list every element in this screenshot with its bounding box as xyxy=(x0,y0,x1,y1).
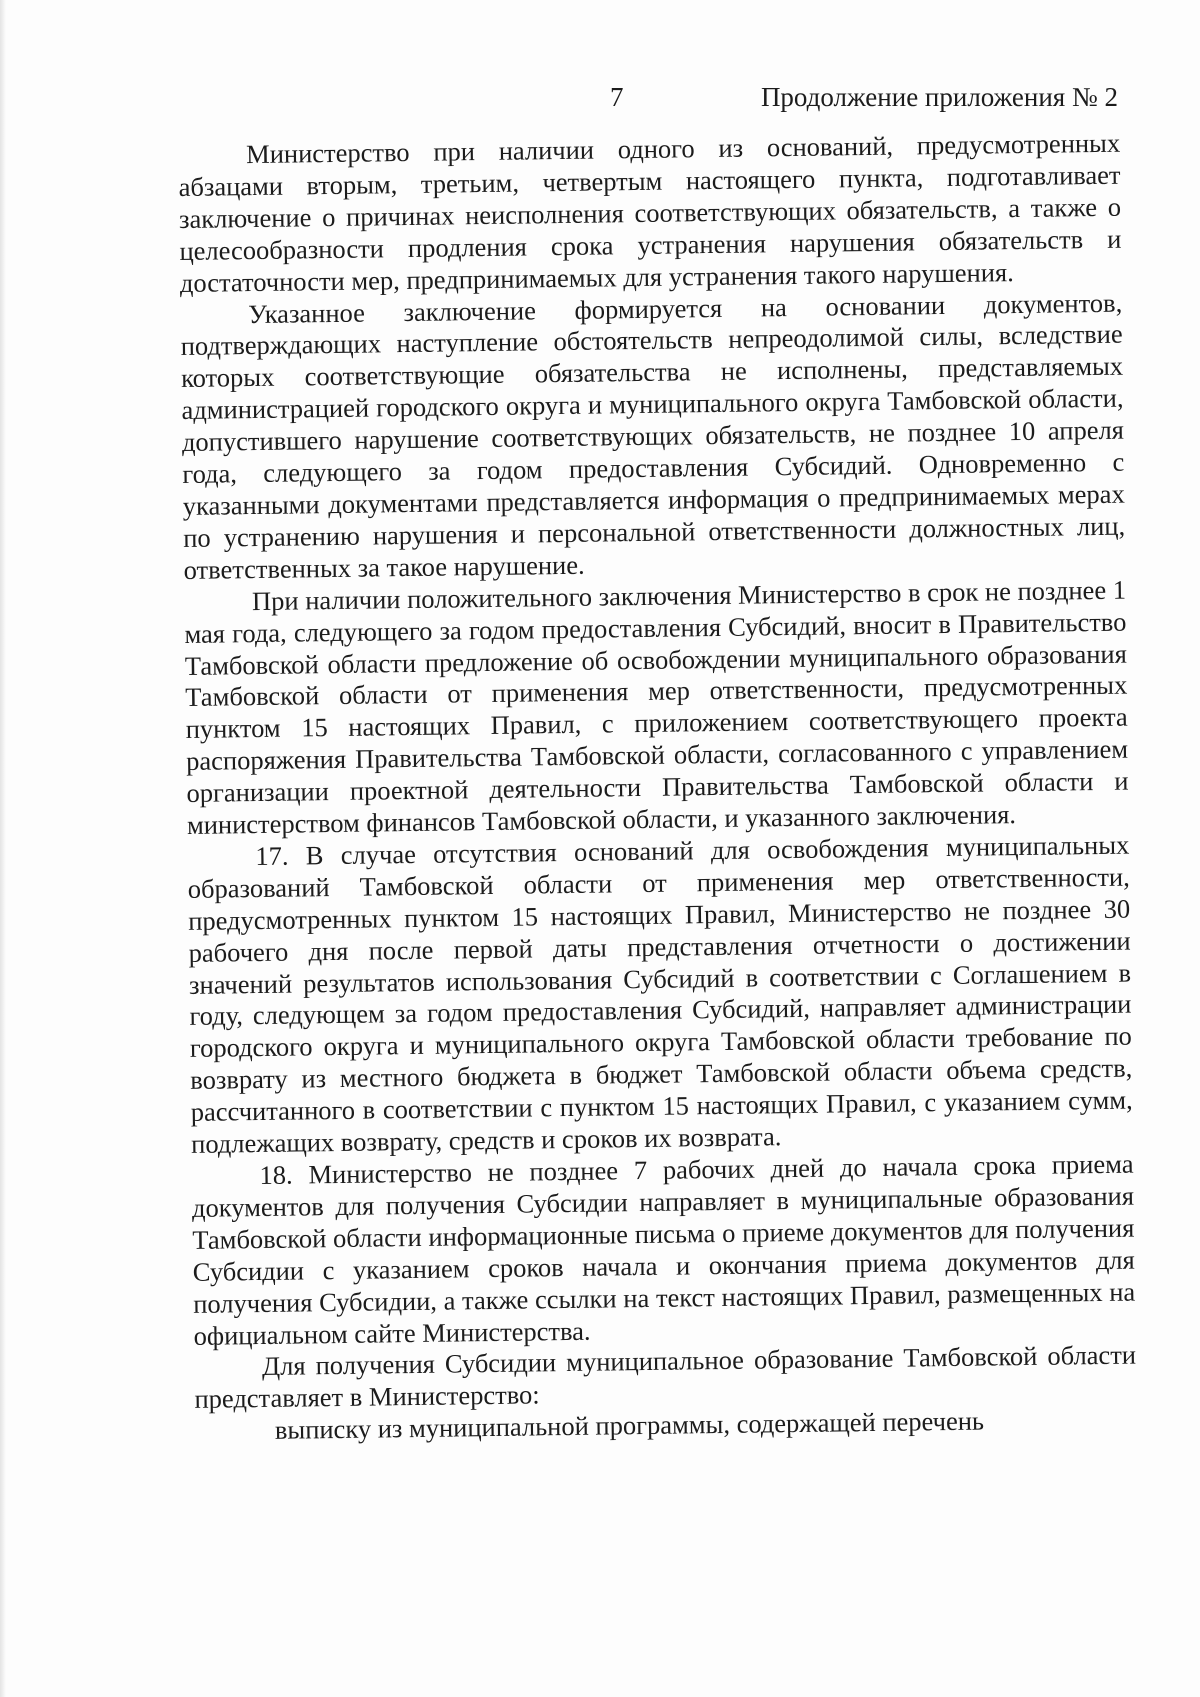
paragraph-clause-17: 17. В случае отсутствия оснований для освобождения муниципальных образований Тамбовской области от применения мер ответственности, предусмотренных пунктом 15 настоящих Правил, Министерство не позднее 30 рабочего дня после первой даты представления отчетности о достижении значений результатов использования Субсидий в соответствии с Соглашением в году, следующем за годом предоставления Субсидий, направляет администрации городского округа и муниципального округа Тамбовской области требование по возврату из местного бюджета в бюджет Тамбовской области объема средств, рассчитанного в соответствии с пунктом 15 настоящих Правил, с указанием сумм, подлежащих возврату, средств и сроков их возврата. xyxy=(187,829,1133,1160)
page-header xyxy=(0,82,1200,122)
paragraph-positive-conclusion: При наличии положительного заключения Министерство в срок не позднее 1 мая года, следующего за годом предоставления Субсидий, вносит в Правительство Тамбовской области предложение об освобождении муниципального образования Тамбовской области от применения мер ответственности, предусмотренных пунктом 15 настоящих Правил, с приложением соответствующего проекта распоряжения Правительства Тамбовской области, согласованного с управлением организации проектной деятельности Правительства Тамбовской области и министерством финансов Тамбовской области, и указанного заключения. xyxy=(184,574,1129,840)
appendix-continuation-label: Продолжение приложения № 2 xyxy=(760,82,1118,112)
scan-edge-shadow xyxy=(0,0,6,1697)
paragraph-clause-18: 18. Министерство не позднее 7 рабочих дней до начала срока приема документов для получения Субсидии направляет в муниципальные образования Тамбовской области информационные письма о приеме документов для получения Субсидии с указанием сроков начала и окончания приема документов для получения Субсидии, а также ссылки на текст настоящих Правил, размещенных на официальном сайте Министерства. xyxy=(191,1148,1136,1351)
document-body xyxy=(178,128,1137,1448)
paragraph-conclusion-basis: Указанное заключение формируется на основании документов, подтверждающих наступление обстоятельств непреодолимой силы, вследствие которых соответствующие обязательства не исполнены, представляемых администрацией городского округа и муниципального округа Тамбовской области, допустившего нарушение соответствующих обязательств, не позднее 10 апреля года, следующего за годом предоставления Субсидий. Одновременно с указанными документами представляется информация о предпринимаемых мерах по устранению нарушения и персональной ответственности должностных лиц, ответственных за такое нарушение. xyxy=(180,287,1126,585)
paragraph-program-extract: выписку из муниципальной программы, содержащей перечень xyxy=(274,1405,985,1446)
page-number: 7 xyxy=(610,82,624,112)
paragraph-documents-intro: Для получения Субсидии муниципальное образование Тамбовской области представляет в Министерство: xyxy=(194,1340,1137,1415)
paragraph-ministry-conclusion: Министерство при наличии одного из оснований, предусмотренных абзацами вторым, третьим, четвертым настоящего пункта, подготавливает заключение о причинах неисполнения соответствующих обязательств, а также о целесообразности продления срока устранения нарушения обязательств и достаточности мер, предпринимаемых для устранения такого нарушения. xyxy=(178,127,1122,298)
